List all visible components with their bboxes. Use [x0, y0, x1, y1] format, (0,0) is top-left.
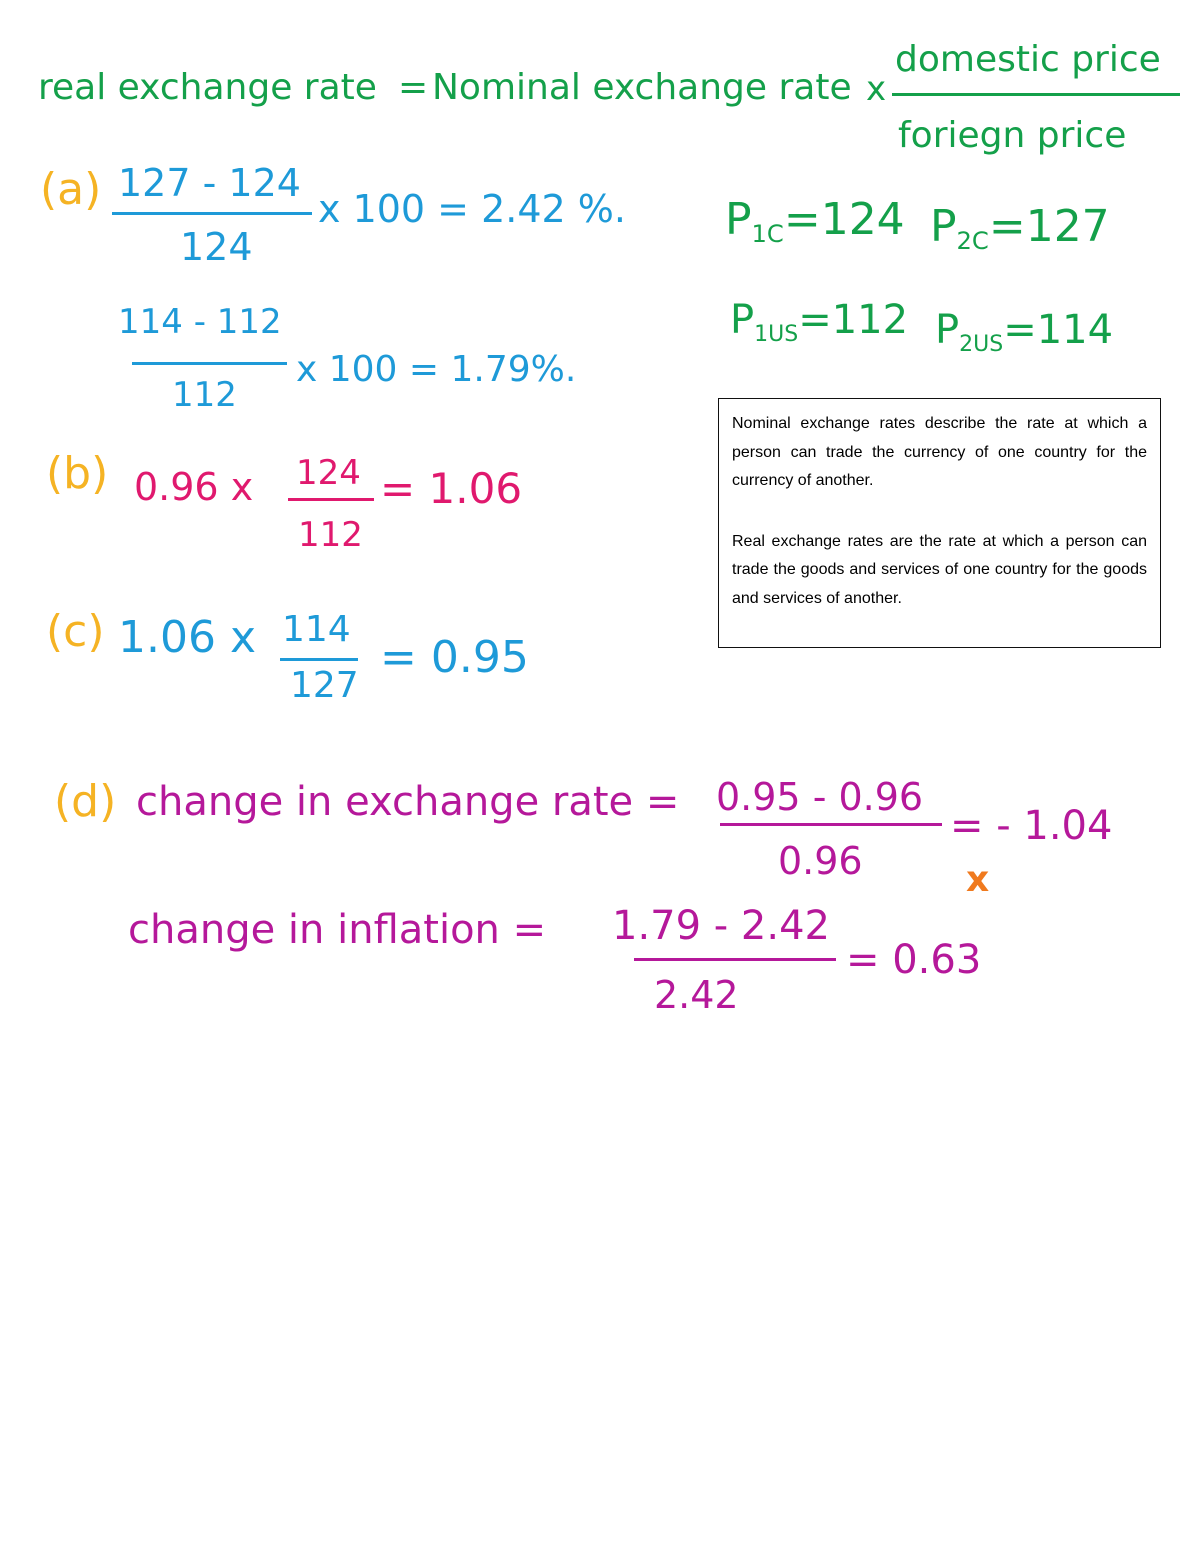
formula-times: x	[866, 69, 887, 109]
price-p1us-value: =112	[798, 297, 909, 343]
part-d-line1-text: change in exchange rate =	[136, 779, 680, 825]
formula-rhs: Nominal exchange rate	[432, 67, 852, 108]
part-c-denominator: 127	[290, 665, 359, 706]
part-b-denominator: 112	[298, 515, 363, 555]
price-p2c-subscript: 2C	[956, 227, 989, 256]
price-p2us-value: =114	[1003, 307, 1114, 353]
part-a-calc2-bar	[132, 362, 287, 365]
price-p1us-subscript: 1US	[754, 321, 799, 347]
part-d-line1-result: = - 1.04	[950, 803, 1113, 849]
part-a-calc1-result: x 100 = 2.42 %.	[318, 187, 626, 231]
part-d-line1-bar	[720, 823, 942, 826]
part-d-label: (d)	[54, 776, 117, 827]
part-c-result: = 0.95	[380, 632, 529, 683]
part-c-numerator: 114	[282, 609, 351, 650]
part-d-line2-numerator: 1.79 - 2.42	[612, 903, 830, 949]
part-a-calc1-denominator: 124	[180, 225, 253, 269]
part-a-calc2-numerator: 114 - 112	[118, 302, 282, 342]
part-d-line2-text: change in inflation =	[128, 907, 547, 953]
price-p2c-symbol: P	[930, 201, 957, 252]
part-d-line1-denominator: 0.96	[778, 839, 863, 883]
part-d-line2-result: = 0.63	[846, 937, 982, 983]
formula-fraction-bar	[892, 93, 1180, 96]
part-c-factor: 1.06 x	[118, 612, 256, 663]
price-p2us-subscript: 2US	[959, 331, 1004, 357]
part-d-line2-denominator: 2.42	[654, 973, 739, 1017]
real-definition: Real exchange rates are the rate at which a person can trade the goods and services of one country for the goods and services of another.	[732, 532, 1147, 607]
definition-box	[718, 398, 1161, 648]
price-p1c-symbol: P	[725, 194, 752, 245]
formula-denominator: foriegn price	[898, 115, 1127, 156]
part-b-numerator: 124	[296, 453, 361, 493]
part-b-factor: 0.96 x	[134, 465, 254, 509]
price-p1c	[725, 194, 905, 249]
price-p1us-symbol: P	[730, 297, 755, 343]
price-p2us-symbol: P	[935, 307, 960, 353]
part-b-label: (b)	[46, 448, 109, 499]
formula-equals: =	[398, 67, 429, 108]
part-a-calc1-bar	[112, 212, 312, 215]
part-c-label: (c)	[46, 606, 105, 657]
part-c-bar	[280, 658, 358, 661]
formula-numerator: domestic price	[895, 39, 1161, 80]
formula-lhs: real exchange rate	[38, 67, 377, 108]
part-b-result: = 1.06	[380, 464, 523, 513]
part-a-label: (a)	[40, 164, 102, 215]
price-p1us	[730, 297, 909, 347]
price-p2us	[935, 307, 1114, 357]
part-a-calc2-denominator: 112	[172, 375, 237, 415]
part-a-calc2-result: x 100 = 1.79%.	[296, 349, 577, 390]
incorrect-mark: x	[966, 859, 990, 900]
part-d-line1-numerator: 0.95 - 0.96	[716, 775, 924, 819]
part-a-calc1-numerator: 127 - 124	[118, 161, 301, 205]
price-p1c-subscript: 1C	[751, 220, 784, 249]
nominal-definition: Nominal exchange rates describe the rate at which a person can trade the currency of one country for the currency of another.	[732, 415, 1147, 489]
price-p1c-value: =124	[783, 194, 905, 245]
price-p2c-value: =127	[988, 201, 1110, 252]
part-d-line2-bar	[634, 958, 836, 961]
price-p2c	[930, 201, 1110, 256]
part-b-bar	[288, 498, 374, 501]
